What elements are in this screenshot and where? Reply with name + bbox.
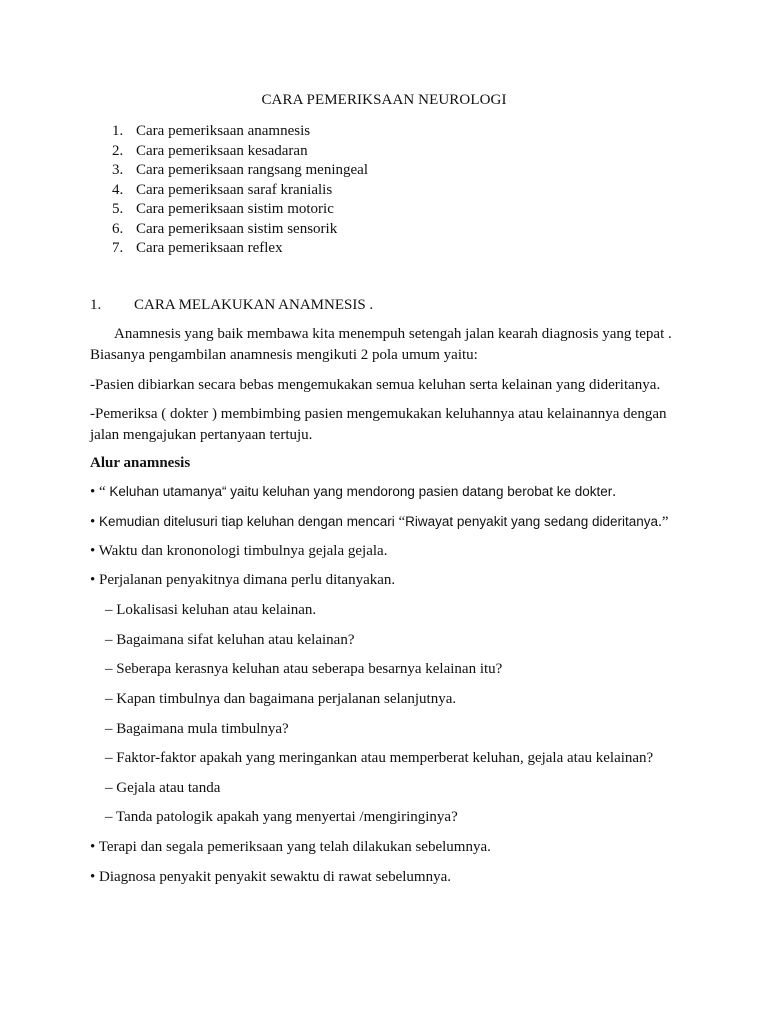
sub-item: – Seberapa kerasnya keluhan atau seberapa besarnya kelainan itu? — [105, 661, 503, 677]
document-title: CARA PEMERIKSAAN NEUROLOGI — [261, 92, 507, 108]
sub-item: – Kapan timbulnya dan bagaimana perjalanan selanjutnya. — [105, 691, 457, 707]
bullet-item: • Perjalanan penyakitnya dimana perlu ditanyakan. — [90, 572, 396, 588]
toc-item: 2. Cara pemeriksaan kesadaran — [112, 142, 308, 159]
bullet-item: • Terapi dan segala pemeriksaan yang telah dilakukan sebelumnya. — [90, 839, 491, 855]
pattern-paragraph-2: -Pemeriksa ( dokter ) membimbing pasien mengemukakan keluhannya atau kelainannya dengan jalan mengajukan pertanyaan tertuju. — [90, 406, 667, 443]
section-heading: 1. CARA MELAKUKAN ANAMNESIS . — [90, 297, 374, 313]
sub-item: – Tanda patologik apakah yang menyertai /mengiringinya? — [105, 809, 458, 825]
alur-heading: Alur anamnesis — [90, 455, 191, 471]
bullet-item: • “ Keluhan utamanya“ yaitu keluhan yang mendorong pasien datang berobat ke dokter. — [90, 484, 617, 500]
toc-item: 3. Cara pemeriksaan rangsang meningeal — [112, 162, 368, 178]
table-of-contents — [112, 122, 368, 259]
toc-item: 5. Cara pemeriksaan sistim motoric — [112, 201, 334, 217]
toc-item: 6. Cara pemeriksaan sistim sensorik — [112, 220, 338, 237]
intro-paragraph: Anamnesis yang baik membawa kita menempuh setengah jalan kearah diagnosis yang tepat . Biasanya pengambilan anamnesis mengikuti 2 pola umum yaitu: — [90, 326, 672, 363]
toc-item: 1. Cara pemeriksaan anamnesis — [112, 123, 311, 139]
bullet-item: • Waktu dan krononologi timbulnya gejala gejala. — [90, 543, 388, 559]
sub-item: – Bagaimana mula timbulnya? — [105, 721, 289, 737]
pattern-paragraph-1: -Pasien dibiarkan secara bebas mengemukakan semua keluhan serta kelainan yang dideritanya. — [90, 377, 661, 393]
sub-item: – Bagaimana sifat keluhan atau kelainan? — [105, 632, 355, 648]
bullet-item: • Diagnosa penyakit penyakit sewaktu di rawat sebelumnya. — [90, 869, 451, 885]
bullet-item: • Kemudian ditelusuri tiap keluhan dengan mencari “Riwayat penyakit yang sedang dideritanya.” — [90, 514, 669, 530]
sub-item: – Lokalisasi keluhan atau kelainan. — [105, 602, 317, 618]
sub-item: – Faktor-faktor apakah yang meringankan atau memperberat keluhan, gejala atau kelainan? — [105, 750, 654, 766]
toc-item: 7. Cara pemeriksaan reflex — [112, 240, 283, 256]
sub-item: – Gejala atau tanda — [105, 780, 221, 796]
toc-item: 4. Cara pemeriksaan saraf kranialis — [112, 181, 333, 198]
